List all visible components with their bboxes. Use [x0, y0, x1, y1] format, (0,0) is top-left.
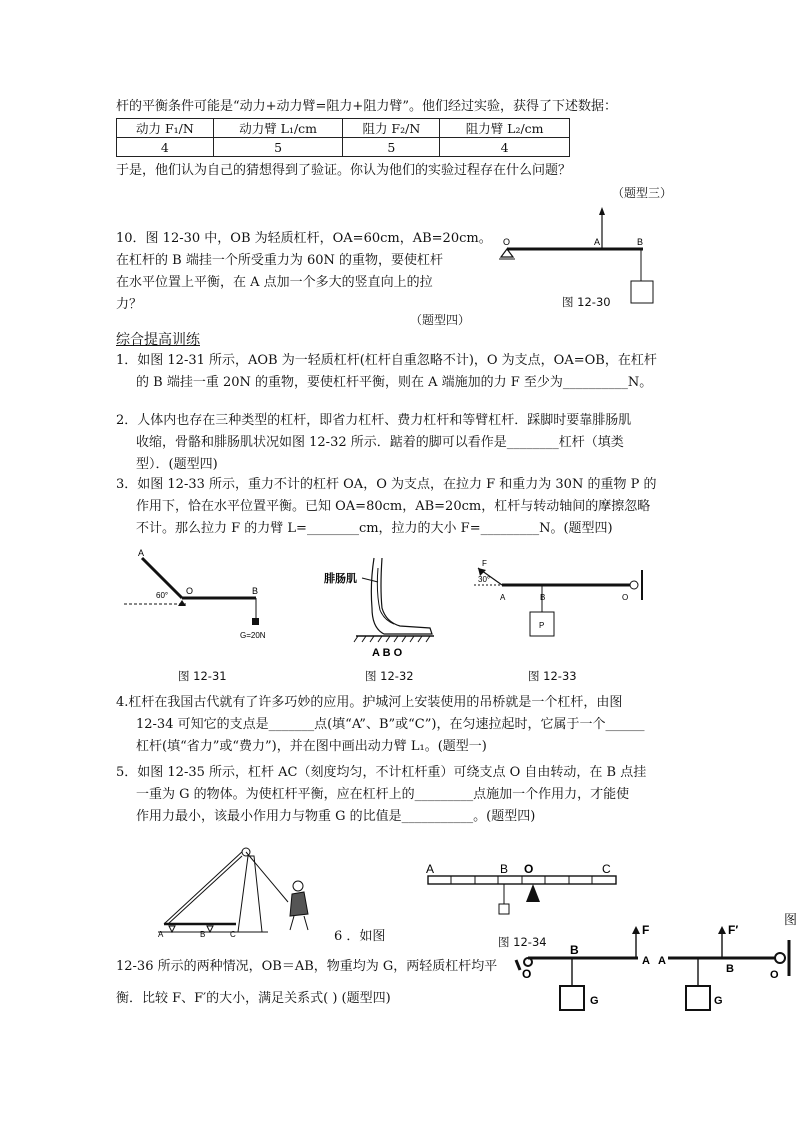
table-header-cell: 阻力臂 L₂/cm [440, 119, 570, 138]
fig36-label-b-2: B [726, 963, 734, 975]
q6-fragment: 6 ．如图 [334, 929, 386, 944]
fig36-label-f-prime: F′ [728, 923, 739, 937]
fig36-label-g: G [590, 995, 599, 1007]
table-header-cell: 动力臂 L₁/cm [213, 119, 343, 138]
fig34-label-c: C [230, 930, 236, 939]
fig32-muscle-label: 腓肠肌 [324, 573, 357, 585]
section-title: 综合提高训练 [116, 332, 200, 348]
q10-type-tag: （题型四） [410, 313, 471, 327]
fig34-label-a: A [158, 930, 164, 939]
fig33-label-a: A [500, 593, 506, 602]
fig35-label-a: A [426, 862, 435, 876]
table-cell: 5 [213, 138, 343, 157]
q2-line-3: 型）．(题型四) [136, 457, 218, 472]
q3-line-3: 不计。那么拉力 F 的力臂 L=________cm，拉力的大小 F=_________N。(题型四) [136, 521, 613, 536]
table-header-cell: 动力 F₁/N [117, 119, 214, 138]
table-cell: 4 [117, 138, 214, 157]
svg-text:A: A [594, 237, 601, 247]
fig36-label-o-2: O [770, 969, 779, 981]
figure-12-34 [158, 842, 333, 938]
fig31-label-b: B [252, 586, 259, 596]
q2-line-2: 收缩，骨骼和腓肠肌状况如图 12-32 所示．踮着的脚可以看作是________杠杆（填类 [136, 435, 624, 450]
q9-follow-text: 于是，他们认为自己的猜想得到了验证。你认为他们的实验过程存在什么问题？ [116, 163, 572, 178]
q4-line-3: 杠杆(填“省力”或“费力”)，并在图中画出动力臂 L₁。(题型一) [136, 739, 487, 754]
experiment-data-table [116, 118, 570, 157]
q3-line-2: 作用下，恰在水平位置平衡。已知 OA=80cm，AB=20cm，杠杆与转动轴间的摩擦忽略 [136, 499, 651, 514]
q1-line-2: 的 B 端挂一重 20N 的重物，要使杠杆平衡，则在 A 端施加的力 F 至少为__________N。 [136, 375, 653, 390]
figure-12-32 [322, 548, 442, 660]
fig33-label-f: F [482, 559, 487, 568]
fig36-label-g-2: G [714, 995, 723, 1007]
q5-line-3: 作用力最小，该最小作用力与物重 G 的比值是___________。(题型四) [136, 809, 536, 824]
fig35-label-b: B [500, 862, 509, 876]
fig36-label-a-2: A [658, 955, 666, 967]
fig33-label-p: P [539, 621, 545, 630]
fig35-label-o: O [524, 862, 534, 876]
svg-text:O: O [503, 237, 511, 247]
table-cell: 5 [343, 138, 440, 157]
edge-fragment-char: 图 [784, 913, 797, 928]
fig33-label-o: O [622, 593, 629, 602]
q5-line-1: 5．如图 12-35 所示，杠杆 AC（刻度均匀，不计杠杆重）可绕支点 O 自由转动，在 B 点挂 [116, 765, 647, 780]
fig31-label-a: A [138, 548, 145, 558]
fig31-label-angle: 60° [156, 591, 169, 600]
figure-12-32-caption: 图 12-32 [365, 669, 414, 683]
table-header-row [117, 119, 570, 138]
q3-line-1: 3．如图 12-33 所示，重力不计的杠杆 OA，O 为支点，在拉力 F 和重力为 30N 的重物 P 的 [116, 477, 657, 492]
fig33-label-b: B [540, 593, 546, 602]
q10-line-1: 10．图 12-30 中，OB 为轻质杠杆，OA=60cm，AB=20cm。 [116, 231, 492, 246]
q6-line-2: 衡．比较 F、F′的大小，满足关系式( ) (题型四) [116, 991, 391, 1006]
figure-12-35 [420, 862, 620, 924]
figure-12-34-caption: 图 12-34 [498, 935, 547, 949]
q6-line-1: 12-36 所示的两种情况，OB＝AB，物重均为 G，两轻质杠杆均平 [116, 959, 498, 974]
fig36-label-o: O [522, 967, 532, 981]
q2-line-1: 2．人体内也存在三种类型的杠杆，即省力杠杆、费力杠杆和等臂杠杆．踩脚时要靠腓肠肌 [116, 413, 632, 428]
fig36-label-f: F [642, 923, 650, 937]
q10-line-3: 在水平位置上平衡，在 A 点加一个多大的竖直向上的拉 [116, 275, 433, 290]
fig36-label-a: A [642, 955, 650, 967]
q9-type-tag: （题型三） [612, 186, 673, 200]
figure-12-33-caption: 图 12-33 [528, 669, 577, 683]
q10-line-2: 在杠杆的 B 端挂一个所受重力为 60N 的重物，要使杠杆 [116, 253, 443, 268]
fig36-label-b: B [570, 943, 579, 957]
fig32-points-label: A B O [372, 647, 403, 659]
figure-12-33 [472, 560, 652, 650]
figure-12-31-caption: 图 12-31 [178, 669, 227, 683]
q4-line-2: 12-34 可知它的支点是_______点(填“A”、B”或“C”)，在匀速拉起时，它属于一个______ [136, 717, 645, 732]
svg-text:B: B [637, 237, 644, 247]
q10-line-4: 力？ [116, 297, 143, 312]
table-header-cell: 阻力 F₂/N [343, 119, 440, 138]
fig31-label-o: O [186, 586, 194, 596]
fig31-label-weight: G=20N [240, 631, 266, 640]
figure-12-31 [120, 548, 280, 648]
q5-line-2: 一重为 G 的物体。为使杠杆平衡，应在杠杆上的_________点施加一个作用力，才能使 [136, 787, 630, 802]
fig34-label-b: B [200, 930, 206, 939]
table-cell: 4 [440, 138, 570, 157]
figure-12-36 [508, 918, 794, 1018]
fig33-label-angle: 30° [478, 575, 491, 584]
intro-line: 杆的平衡条件可能是“动力+动力臂=阻力+阻力臂”。他们经过实验，获得了下述数据： [116, 99, 617, 114]
q1-line-1: 1．如图 12-31 所示，AOB 为一轻质杠杆(杠杆自重忽略不计)，O 为支点，OA=OB，在杠杆 [116, 353, 657, 368]
q4-line-1: 4.杠杆在我国古代就有了许多巧妙的应用。护城河上安装使用的吊桥就是一个杠杆，由图 [116, 695, 623, 710]
figure-12-30-caption: 图 12-30 [562, 295, 611, 309]
fig35-label-c: C [602, 862, 611, 876]
table-row [117, 138, 570, 157]
